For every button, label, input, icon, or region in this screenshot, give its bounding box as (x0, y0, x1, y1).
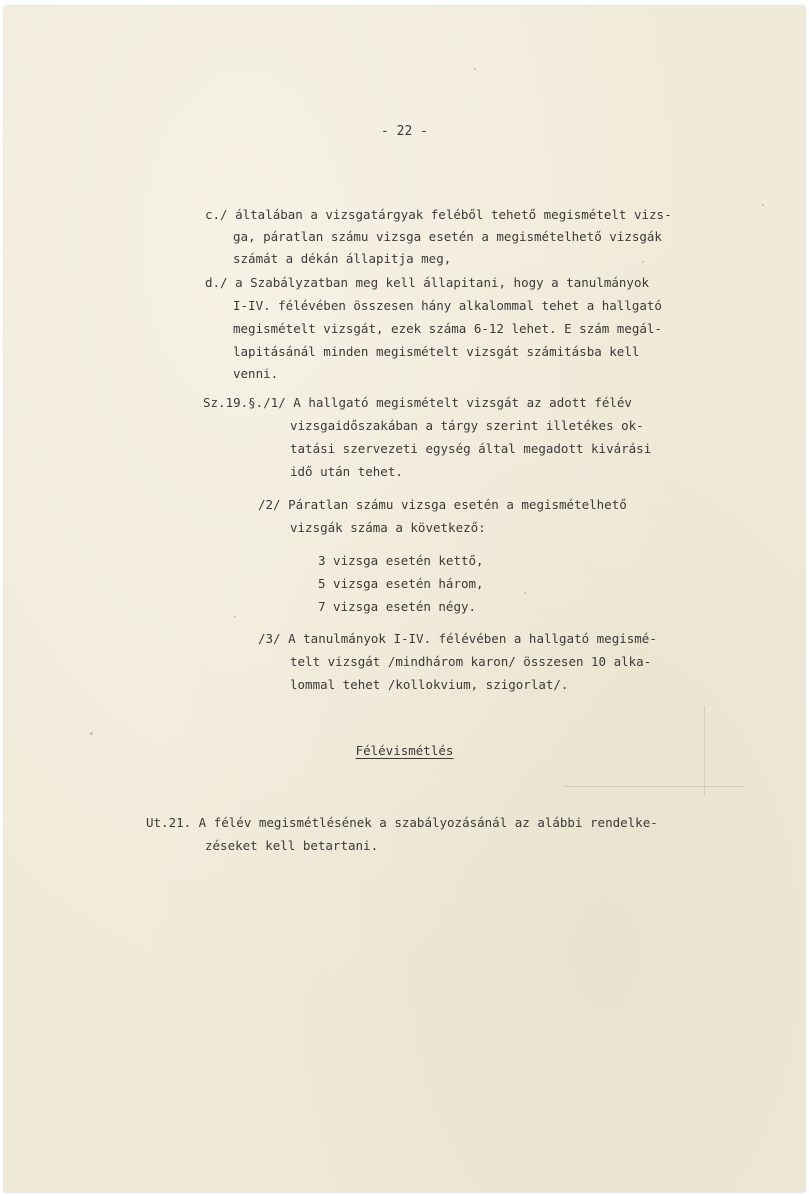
exam-count-list-item: 7 vizsga esetén négy. (318, 599, 477, 614)
paper-scratch (704, 706, 705, 796)
section-19-para-3-line: telt vizsgát /mindhárom karon/ összesen 10 alka- (290, 654, 652, 669)
section-19-para-2-line: vizsgák száma a következő: (290, 520, 486, 535)
paper-scratch (564, 786, 744, 787)
item-d-line: lapitásánál minden megismételt vizsgát számitásba kell (233, 344, 640, 359)
paper-speck (524, 592, 526, 594)
section-19-para-1-line: Sz.19.§./1/ A hallgató megismételt vizsgát az adott félév (203, 395, 632, 410)
section-19-para-2-line: /2/ Páratlan számu vizsga esetén a megismételhető (258, 497, 627, 512)
paper-speck (642, 261, 644, 263)
paper-speck (762, 204, 764, 206)
paper-speck (474, 68, 476, 70)
paper-speck (234, 616, 236, 618)
section-19-para-1-line: idő után tehet. (290, 464, 403, 479)
exam-count-list-item: 3 vizsga esetén kettő, (318, 553, 484, 568)
section-19-para-1-line: tatási szervezeti egység által megadott kivárási (290, 441, 652, 456)
ut-21-line: zéseket kell betartani. (205, 838, 379, 853)
section-heading: Félévismétlés (355, 743, 454, 758)
document-page (4, 6, 805, 1192)
item-c-line: c./ általában a vizsgatárgyak feléből tehető megismételt vizs- (205, 207, 672, 222)
exam-count-list-item: 5 vizsga esetén három, (318, 576, 484, 591)
section-19-para-1-line: vizsgaidőszakában a tárgy szerint illetékes ok- (290, 418, 644, 433)
item-c-line: ga, páratlan számu vizsga esetén a megismételhető vizsgák (233, 229, 662, 244)
item-d-line: megismételt vizsgát, ezek száma 6-12 lehet. E szám megál- (233, 321, 662, 336)
page-number: - 22 - (381, 124, 428, 139)
paper-speck (90, 732, 93, 735)
ut-21-line: Ut.21. A félév megismétlésének a szabályozásánál az alábbi rendelke- (146, 815, 658, 830)
section-19-para-3-line: lommal tehet /kollokvium, szigorlat/. (290, 677, 569, 692)
section-19-para-3-line: /3/ A tanulmányok I-IV. félévében a hallgató megismé- (258, 631, 657, 646)
item-d-line: venni. (233, 366, 279, 381)
item-d-line: I-IV. félévében összesen hány alkalommal tehet a hallgató (233, 298, 662, 313)
item-c-line: számát a dékán állapitja meg, (233, 251, 452, 266)
item-d-line: d./ a Szabályzatban meg kell állapitani, hogy a tanulmányok (205, 275, 650, 290)
